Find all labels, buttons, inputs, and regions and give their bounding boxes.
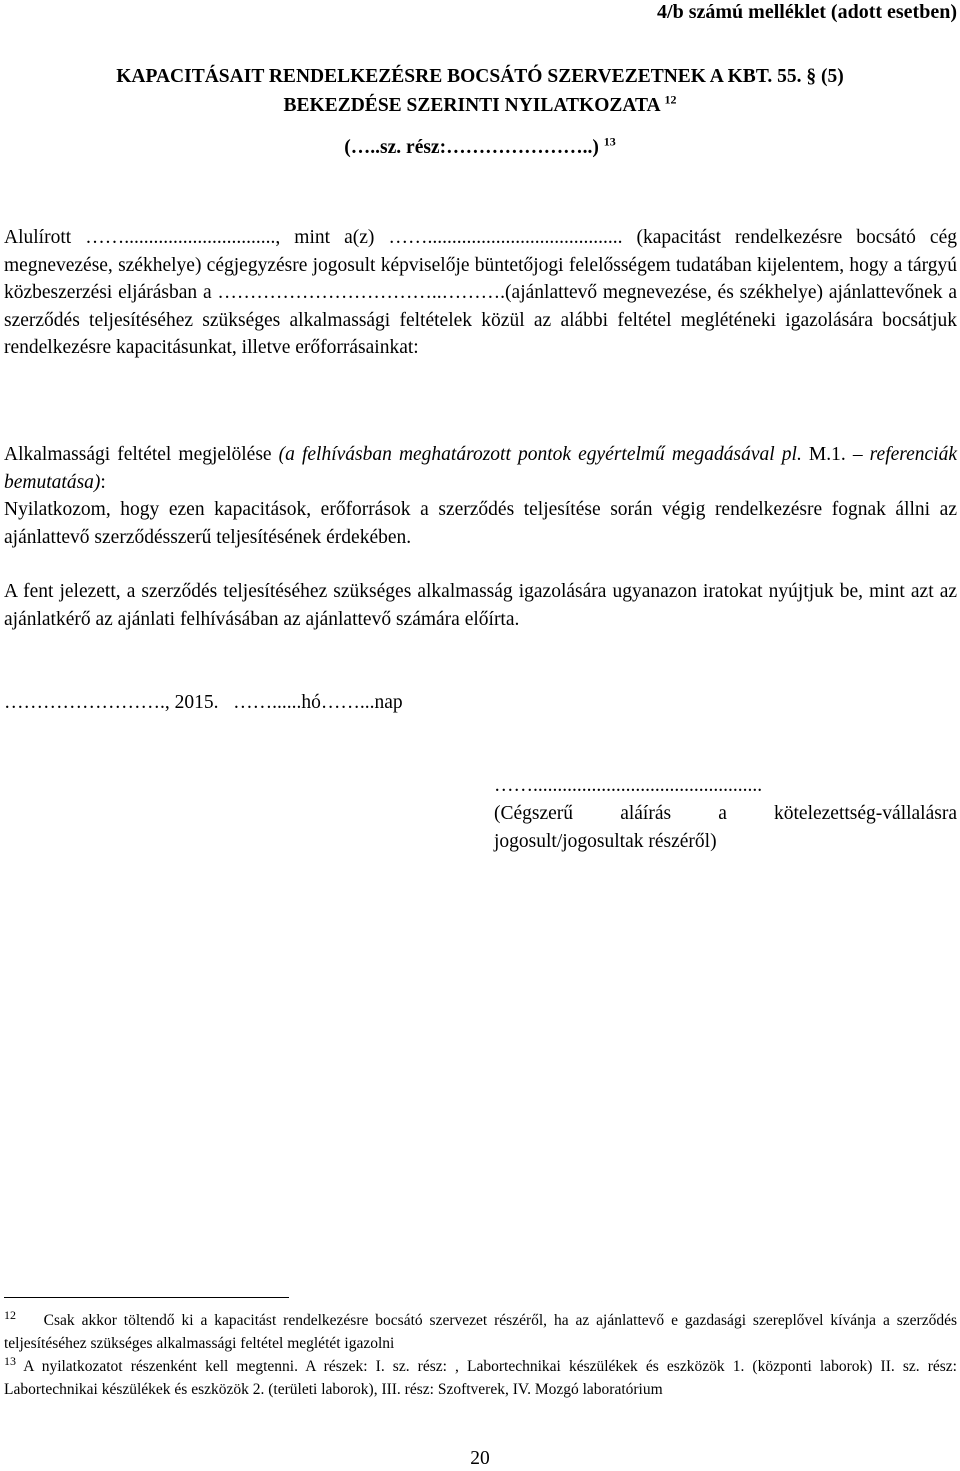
footnote-mark: 13 (4, 1353, 16, 1368)
suitability-hint-2: – referenciák bemutatása) (4, 444, 958, 493)
document-title (30, 62, 930, 120)
footnote-text: A nyilatkozatot részenként kell megtenni. A részek: I. sz. rész: , Labortechnikai készülékek és eszközök 1. (központi laborok) II. sz. rész: Labortechnikai készülékek és eszközök 2. (területi laborok), III. rész: Szoftverek, IV. Mozgó laboratórium (4, 1358, 957, 1398)
part-footnote-ref: 13 (603, 134, 616, 149)
suitability-paragraph (4, 441, 957, 551)
suitability-colon: : (100, 471, 106, 493)
date-line: ……………………., 2015. ……......hó……...nap (4, 692, 403, 713)
footnote-text: Csak akkor töltendő ki a kapacitást rendelkezésre bocsátó szervezet részéről, ha az ajánlattevő e gazdasági szereplővel kívánja a szerződés teljesítéséhez szükséges alkalmassági feltétel meglétét igazolni (4, 1312, 957, 1352)
signature-caption: (Cégszerű aláírás a kötelezettség-vállalásra jogosult/jogosultak részéről) (494, 803, 957, 852)
suitability-code: M.1. (808, 444, 846, 465)
footnote-mark: 12 (4, 1307, 16, 1322)
declaration-paragraph: Alulírott ……..............................., mint a(z) ……........................................ (kapacitást rendelkezésre bocsátó cég megnevezése, székhelye) cégjegyzésre jogosult képviselője büntetőjogi felelősségem tudatában kijelentem, hogy a tárgyú közbeszerzési eljárásban a ……………………………..……….(ajánlattevő megnevezése, és székhelye) ajánlattevőnek a szerződés teljesítéséhez szükséges alkalmassági feltételek közül az alábbi feltétel megléténeki igazolására bocsátjuk rendelkezésre kapacitásunkat, illetve erőforrásainkat: (4, 227, 957, 358)
title-line-1: KAPACITÁSAIT RENDELKEZÉSRE BOCSÁTÓ SZERVEZETNEK A KBT. 55. § (5) (116, 66, 844, 87)
documents-paragraph: A fent jelezett, a szerződés teljesítéséhez szükséges alkalmasság igazolására ugyanazon iratokat nyújtjuk be, mint azt az ajánlatkérő az ajánlati felhívásában az ajánlattevő számára előírta. (4, 581, 957, 630)
title-line-2: BEKEZDÉSE SZERINTI NYILATKOZATA (283, 95, 660, 116)
suitability-statement: Nyilatkozom, hogy ezen kapacitások, erőforrások a szerződés teljesítése során végig rendelkezésre fognak állni az ajánlattevő szerződésszerű teljesítésének érdekében. (4, 499, 957, 548)
annex-label: 4/b számú melléklet (adott esetben) (657, 1, 957, 23)
footnote-12 (4, 1309, 957, 1355)
page-number: 20 (470, 1448, 490, 1469)
signature-dots: ……............................................... (494, 775, 763, 796)
footnote-separator (4, 1297, 289, 1298)
footnote-13 (4, 1355, 957, 1401)
suitability-label: Alkalmassági feltétel megjelölése (4, 444, 279, 465)
suitability-hint-1: (a felhívásban meghatározott pontok egyértelmű megadásával pl. (278, 444, 802, 465)
part-number-text: (…..sz. rész:…………………..) (344, 137, 599, 158)
part-number-line (200, 134, 760, 162)
signature-block (494, 772, 957, 856)
title-footnote-ref: 12 (664, 92, 677, 107)
